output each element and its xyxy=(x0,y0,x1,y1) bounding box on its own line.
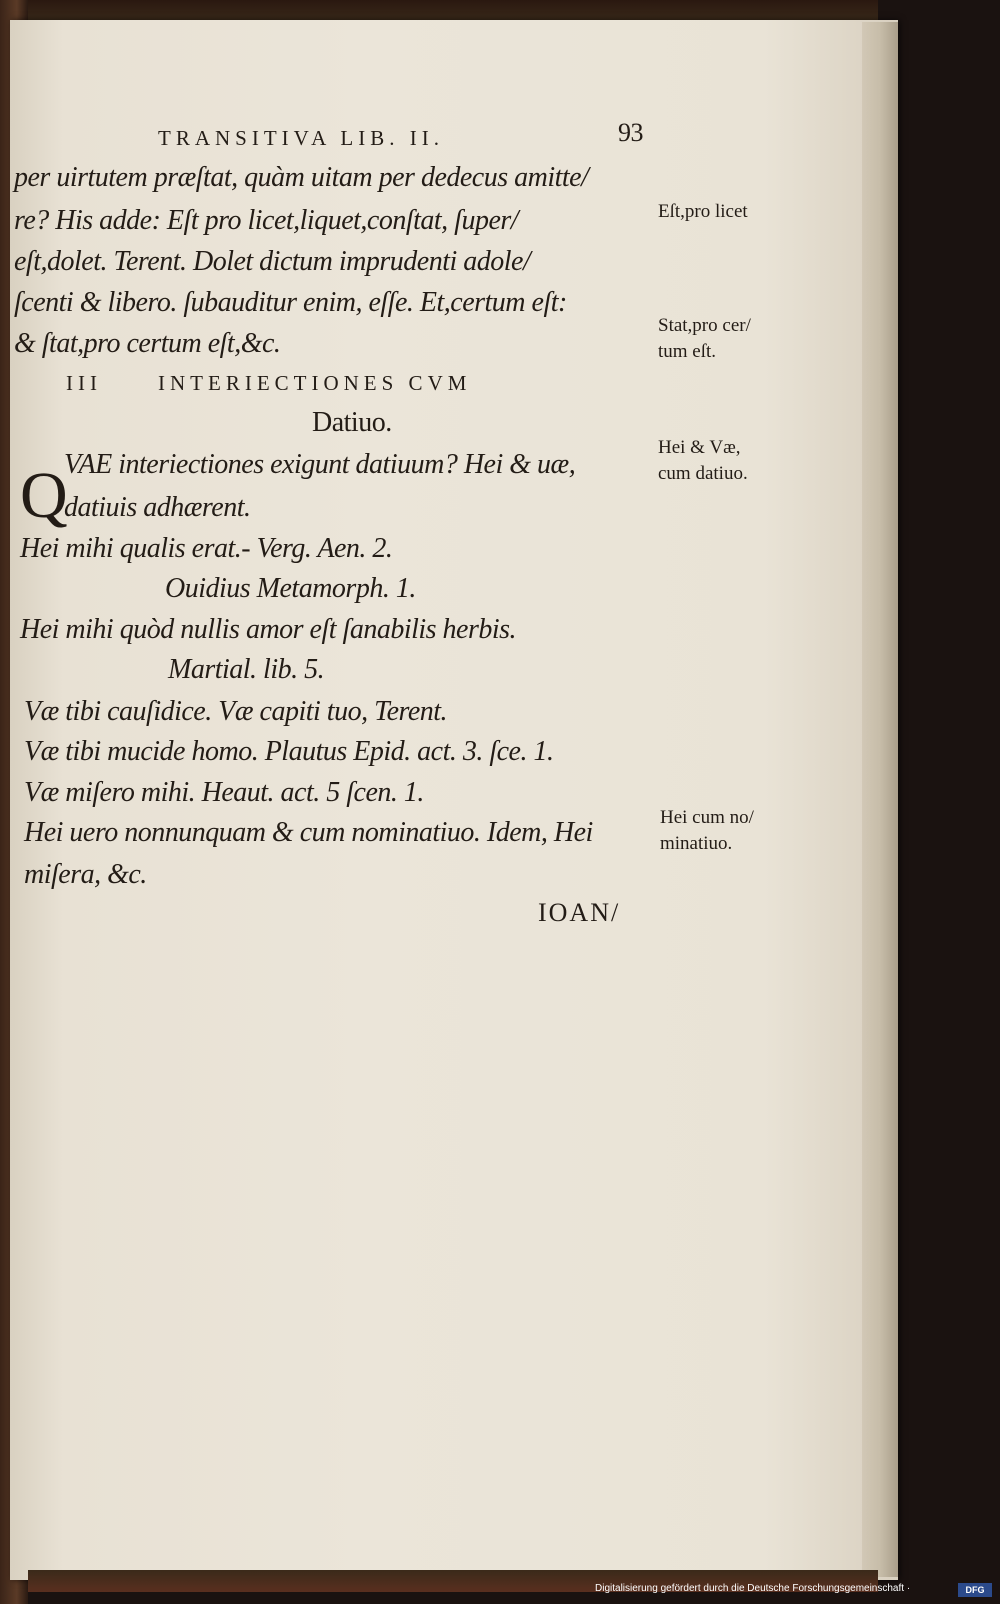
section-line: datiuis adhærent. xyxy=(64,492,251,523)
section-number: III xyxy=(66,371,102,395)
drop-initial: Q xyxy=(20,459,68,532)
example-line: Hei uero nonnunquam & cum nominatiuo. Idem, Hei xyxy=(24,817,593,848)
section-subtitle: Datiuo. xyxy=(312,407,392,438)
body-line: per uirtutem præſtat, quàm uitam per dedecus amitte/ xyxy=(14,162,589,193)
body-line: eſt,dolet. Terent. Dolet dictum imprudenti adole/ xyxy=(14,246,531,277)
body-line: & ſtat,pro certum eſt,&c. xyxy=(14,328,281,359)
marginal-note: Hei & Væ, xyxy=(658,437,741,458)
marginal-note: minatiuo. xyxy=(660,833,733,854)
body-line: ſcenti & libero. ſubauditur enim, eſſe. Et,certum eſt: xyxy=(14,287,567,318)
marginal-note: cum datiuo. xyxy=(658,463,748,484)
folio-number: 93 xyxy=(618,118,643,147)
example-source: Ouidius Metamorph. 1. xyxy=(165,573,416,604)
example-line: Hei mihi qualis erat.- Verg. Aen. 2. xyxy=(20,533,393,564)
running-head: TRANSITIVA LIB. II. xyxy=(158,126,444,150)
example-line: Væ miſero mihi. Heaut. act. 5 ſcen. 1. xyxy=(24,777,424,808)
dfg-logo: DFG xyxy=(958,1583,992,1597)
section-line: VAE interiectiones exigunt datiuum? Hei & uæ, xyxy=(64,449,576,480)
example-line: miſera, &c. xyxy=(24,859,147,890)
page-gutter xyxy=(862,22,898,1577)
digitization-credit: Digitalisierung gefördert durch die Deutsche Forschungsgemeinschaft · xyxy=(595,1583,911,1594)
marginal-note: Hei cum no/ xyxy=(660,807,754,828)
marginal-note: Eſt,pro licet xyxy=(658,201,748,222)
example-line: Væ tibi mucide homo. Plautus Epid. act. 3. ſce. 1. xyxy=(24,736,554,767)
section-title: INTERIECTIONES CVM xyxy=(158,371,472,395)
body-line: re? His adde: Eſt pro licet,liquet,conſtat, ſuper/ xyxy=(14,205,519,236)
catchword: IOAN/ xyxy=(538,898,621,927)
scan-border-top xyxy=(28,0,878,22)
example-source: Martial. lib. 5. xyxy=(168,654,325,685)
example-line: Hei mihi quòd nullis amor eſt ſanabilis herbis. xyxy=(20,614,517,645)
example-line: Væ tibi cauſidice. Væ capiti tuo, Terent. xyxy=(24,696,448,727)
marginal-note: tum eſt. xyxy=(658,341,717,362)
marginal-note: Stat,pro cer/ xyxy=(658,315,751,336)
